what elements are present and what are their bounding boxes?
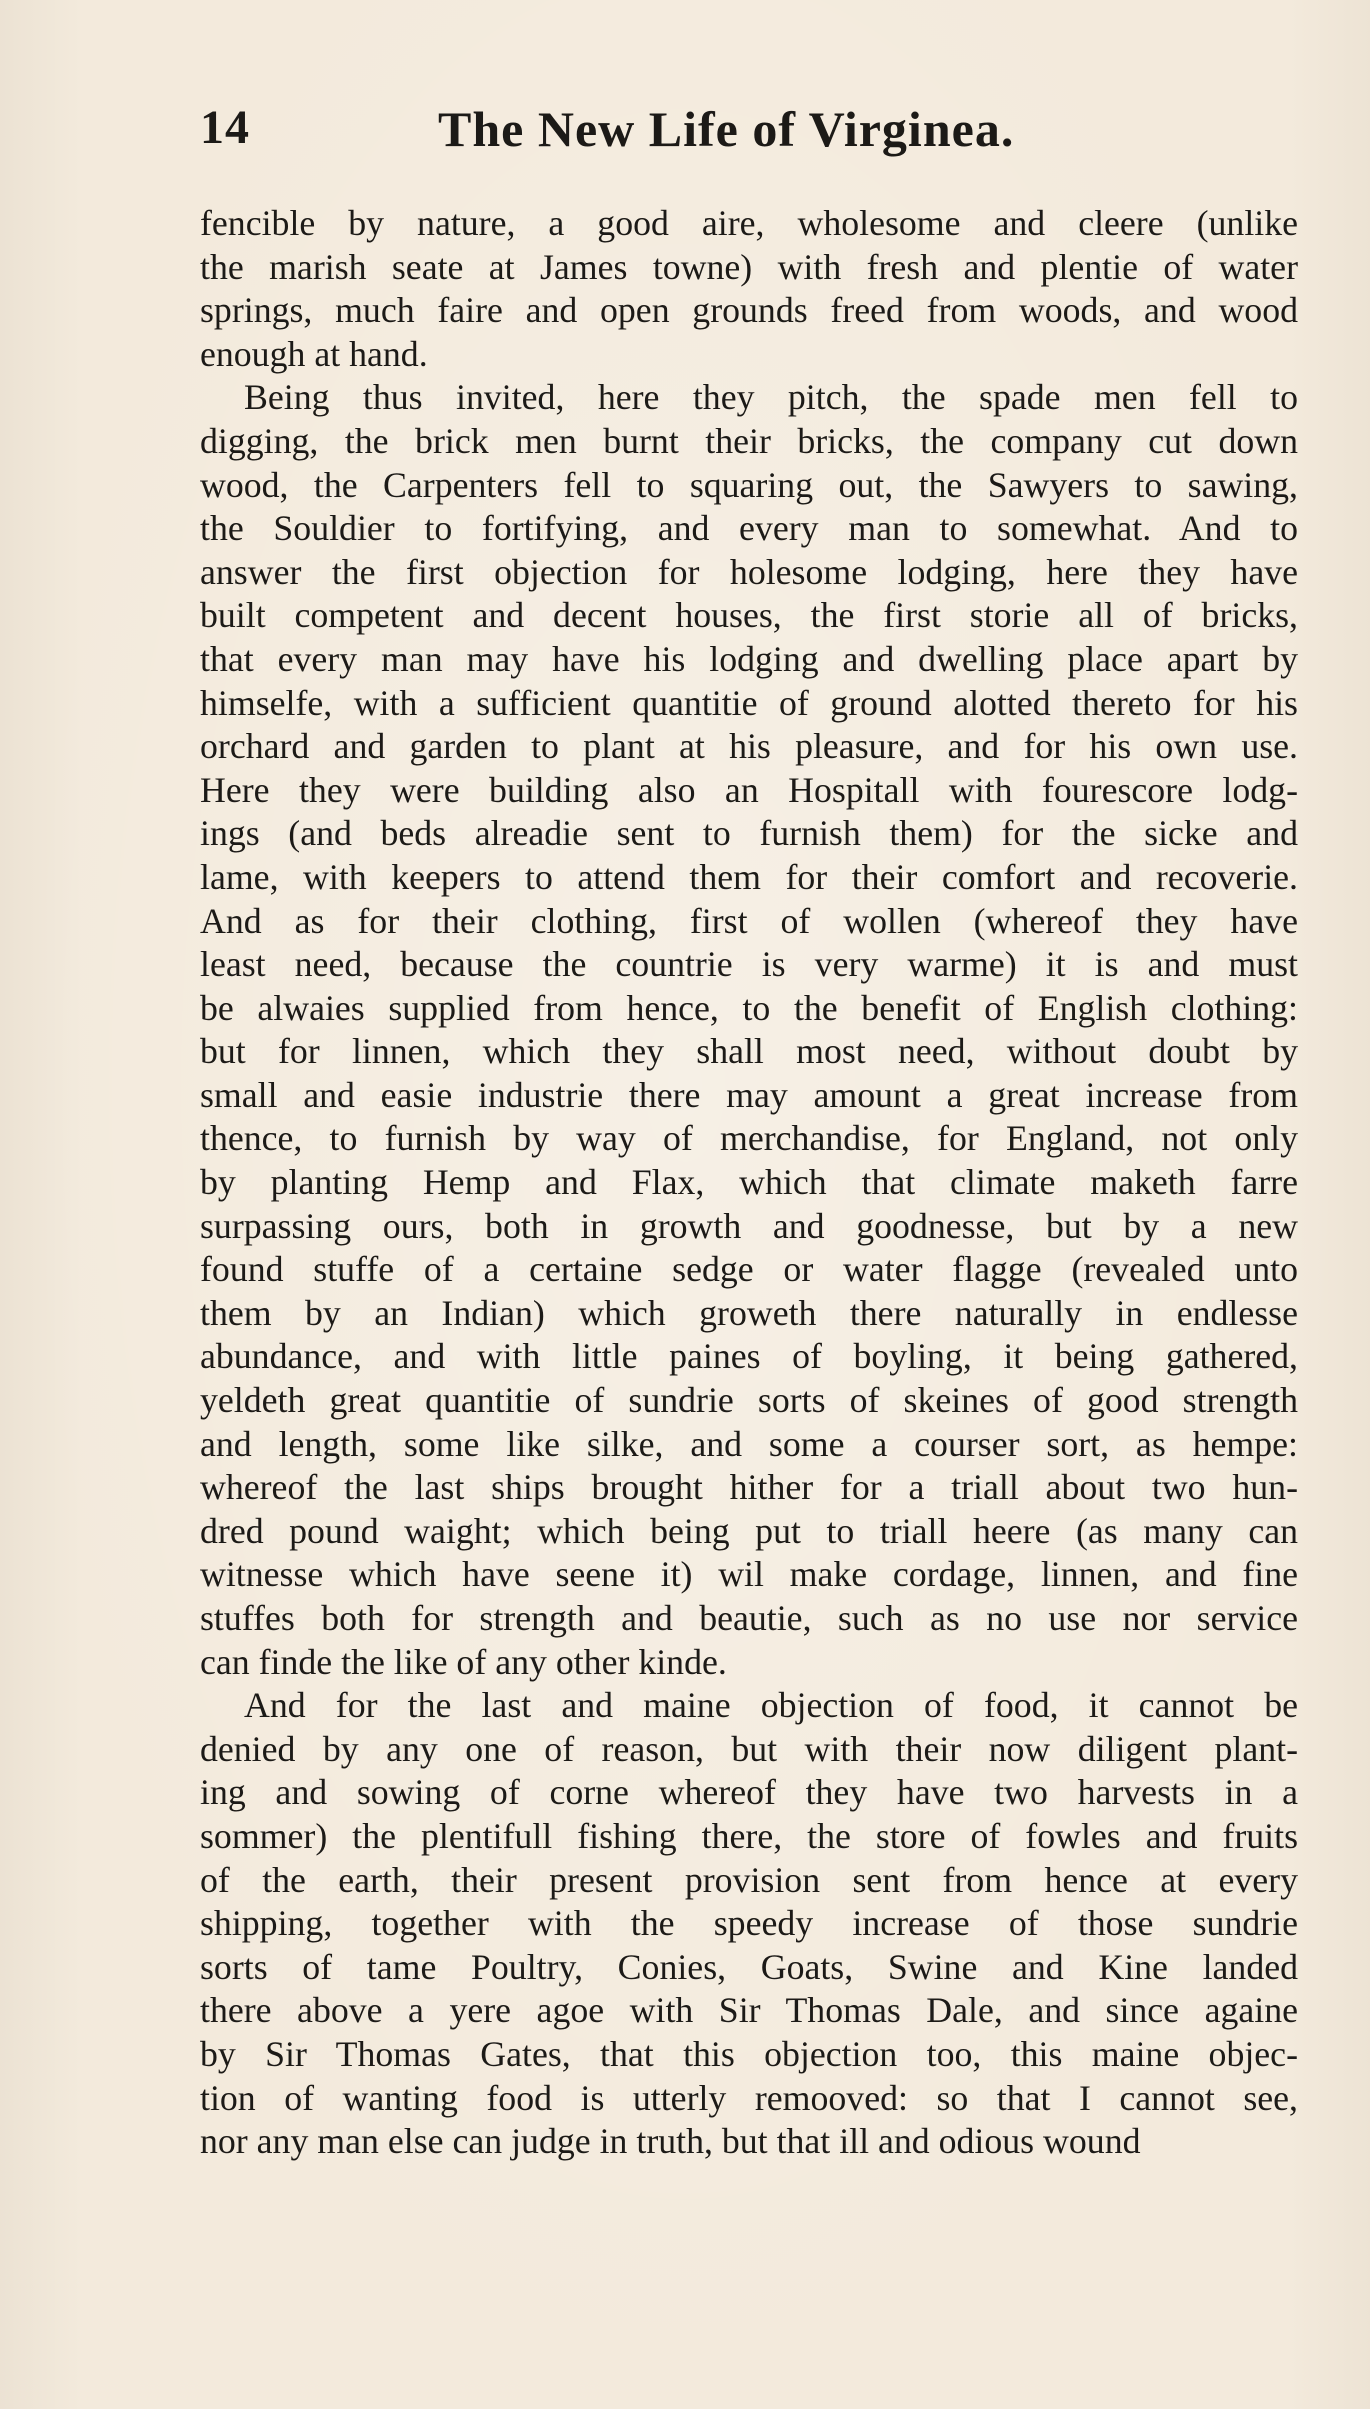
text-line: shipping, together with the speedy increase of those sundrie [200,1903,1298,1944]
text-line: orchard and garden to plant at his pleasure, and for his own use. [200,726,1298,767]
page-header [200,100,1190,170]
text-line: witnesse which have seene it) wil make cordage, linnen, and fine [200,1554,1298,1595]
text-line: but for linnen, which they shall most need, without doubt by [200,1031,1298,1072]
text-line: fencible by nature, a good aire, wholesome and cleere (unlike [200,203,1298,243]
text-line: found stuffe of a certaine sedge or water flagge (revealed unto [200,1249,1298,1290]
text-line: the marish seate at James towne) with fresh and plentie of water [200,246,1298,287]
text-line: of the earth, their present provision sent from hence at every [200,1859,1298,1900]
text-line: least need, because the countrie is very warme) it is and must [200,944,1298,985]
text-line: whereof the last ships brought hither for a triall about two hun- [200,1467,1298,1508]
text-line: And as for their clothing, first of wollen (whereof they have [200,900,1298,941]
text-line: stuffes both for strength and beautie, such as no use nor service [200,1598,1298,1638]
text-line: ings (and beds alreadie sent to furnish them) for the sicke and [200,813,1298,854]
text-line: built competent and decent houses, the first storie all of bricks, [200,595,1298,636]
running-title: The New Life of Virginea. [438,101,1015,157]
text-line: And for the last and maine objection of food, it cannot be [244,1685,1298,1726]
text-line: enough at hand. [200,333,428,374]
text-line: Being thus invited, here they pitch, the spade men fell to [244,377,1298,418]
text-line: tion of wanting food is utterly remooved: so that I cannot see, [200,2077,1298,2118]
text-line: can finde the like of any other kinde. [200,1641,727,1682]
paragraph [200,202,1298,376]
text-line: small and easie industrie there may amount a great increase from [200,1074,1298,1115]
text-line: there above a yere agoe with Sir Thomas Dale, and since againe [200,1990,1298,2031]
text-line: by planting Hemp and Flax, which that climate maketh farre [200,1162,1298,1203]
text-line: abundance, and with little paines of boyling, it being gathered, [200,1336,1298,1377]
text-line: dred pound waight; which being put to triall heere (as many can [200,1510,1298,1551]
paragraph [200,376,1298,1684]
text-line: nor any man else can judge in truth, but that ill and odious wound [200,2121,1141,2162]
text-line: answer the first objection for holesome lodging, here they have [200,551,1298,592]
text-line: digging, the brick men burnt their bricks, the company cut down [200,420,1298,461]
text-line: be alwaies supplied from hence, to the benefit of English clothing: [200,987,1298,1028]
text-line: himselfe, with a sufficient quantitie of ground alotted thereto for his [200,682,1298,723]
text-line: by Sir Thomas Gates, that this objection too, this maine objec- [200,2033,1298,2074]
text-line: ing and sowing of corne whereof they have two harvests in a [200,1772,1298,1813]
text-line: thence, to furnish by way of merchandise, for England, not only [200,1118,1298,1159]
text-line: that every man may have his lodging and dwelling place apart by [200,638,1298,679]
text-line: sorts of tame Poultry, Conies, Goats, Swine and Kine landed [200,1946,1298,1987]
paragraph [200,1684,1298,2164]
text-line: them by an Indian) which groweth there naturally in endlesse [200,1292,1298,1333]
text-line: lame, with keepers to attend them for their comfort and recoverie. [200,856,1298,897]
text-line: yeldeth great quantitie of sundrie sorts of skeines of good strength [200,1380,1298,1421]
text-line: wood, the Carpenters fell to squaring out, the Sawyers to sawing, [200,464,1298,505]
page-number: 14 [200,101,250,154]
text-line: the Souldier to fortifying, and every man to somewhat. And to [200,508,1298,549]
text-line: and length, some like silke, and some a courser sort, as hempe: [200,1423,1298,1464]
text-line: denied by any one of reason, but with their now diligent plant- [200,1728,1298,1769]
body-text [200,202,1298,2164]
text-line: Here they were building also an Hospitall with fourescore lodg- [200,769,1298,810]
text-line: surpassing ours, both in growth and goodnesse, but by a new [200,1205,1298,1246]
text-line: sommer) the plentifull fishing there, the store of fowles and fruits [200,1815,1298,1856]
text-line: springs, much faire and open grounds freed from woods, and wood [200,290,1298,331]
